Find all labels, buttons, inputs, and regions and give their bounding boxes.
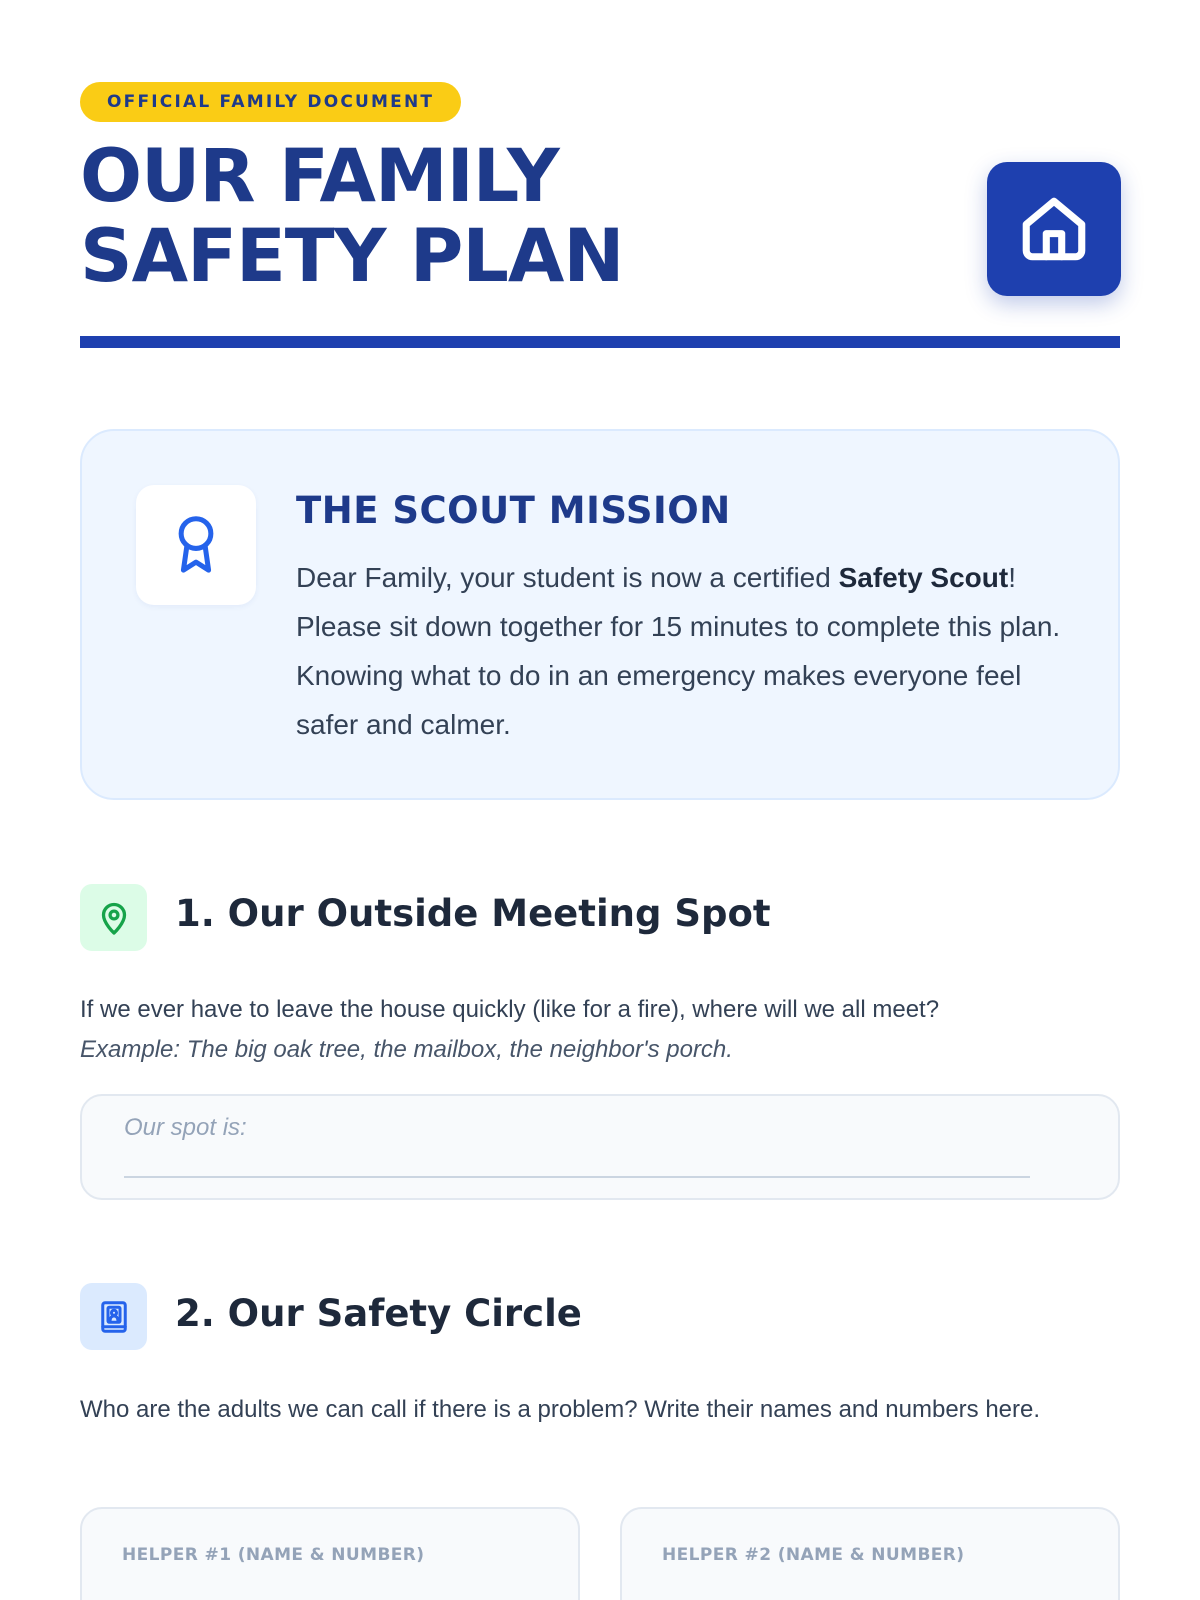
mission-text-highlight: Safety Scout: [838, 562, 1009, 593]
safety-circle-icon-tile: [80, 1283, 147, 1350]
mission-card: [80, 429, 1120, 800]
mission-text-rest: ! Please sit down together for 15 minutes to complete this plan. Knowing what to do in an emergency makes everyone feel safer and calmer.: [296, 562, 1061, 740]
helper-2-label: HELPER #2 (NAME & NUMBER): [662, 1545, 965, 1565]
home-icon: [1017, 192, 1091, 266]
meeting-spot-icon-tile: [80, 884, 147, 951]
title-line-2: SAFETY PLAN: [80, 214, 624, 299]
mission-icon-tile: [136, 485, 256, 605]
helper-1-field[interactable]: [80, 1507, 580, 1600]
helper-2-field[interactable]: [620, 1507, 1120, 1600]
meeting-spot-write-line[interactable]: [124, 1164, 1030, 1178]
mission-text: [296, 553, 1076, 749]
mission-text-intro: Dear Family, your student is now a certified: [296, 562, 839, 593]
section-1-title: 1. Our Outside Meeting Spot: [175, 892, 771, 935]
document-badge: OFFICIAL FAMILY DOCUMENT: [80, 82, 461, 122]
section-2-title: 2. Our Safety Circle: [175, 1292, 582, 1335]
meeting-spot-label: Our spot is:: [124, 1114, 247, 1141]
title-line-1: OUR FAMILY: [80, 134, 559, 219]
section-1-question: If we ever have to leave the house quickly (like for a fire), where will we all meet?: [80, 996, 940, 1023]
home-tile: [987, 162, 1121, 296]
section-1-description: [80, 990, 1120, 1070]
mission-heading: THE SCOUT MISSION: [296, 489, 731, 532]
meeting-spot-field[interactable]: [80, 1094, 1120, 1200]
page-title: [80, 134, 840, 299]
section-2-description: Who are the adults we can call if there is a problem? Write their names and numbers here.: [80, 1396, 1041, 1423]
award-ribbon-icon: [168, 513, 224, 577]
map-pin-icon: [96, 899, 132, 937]
helper-1-label: HELPER #1 (NAME & NUMBER): [122, 1545, 425, 1565]
contact-book-icon: [96, 1298, 132, 1336]
section-1-example: Example: The big oak tree, the mailbox, the neighbor's porch.: [80, 1036, 733, 1063]
header-divider: [80, 336, 1120, 348]
